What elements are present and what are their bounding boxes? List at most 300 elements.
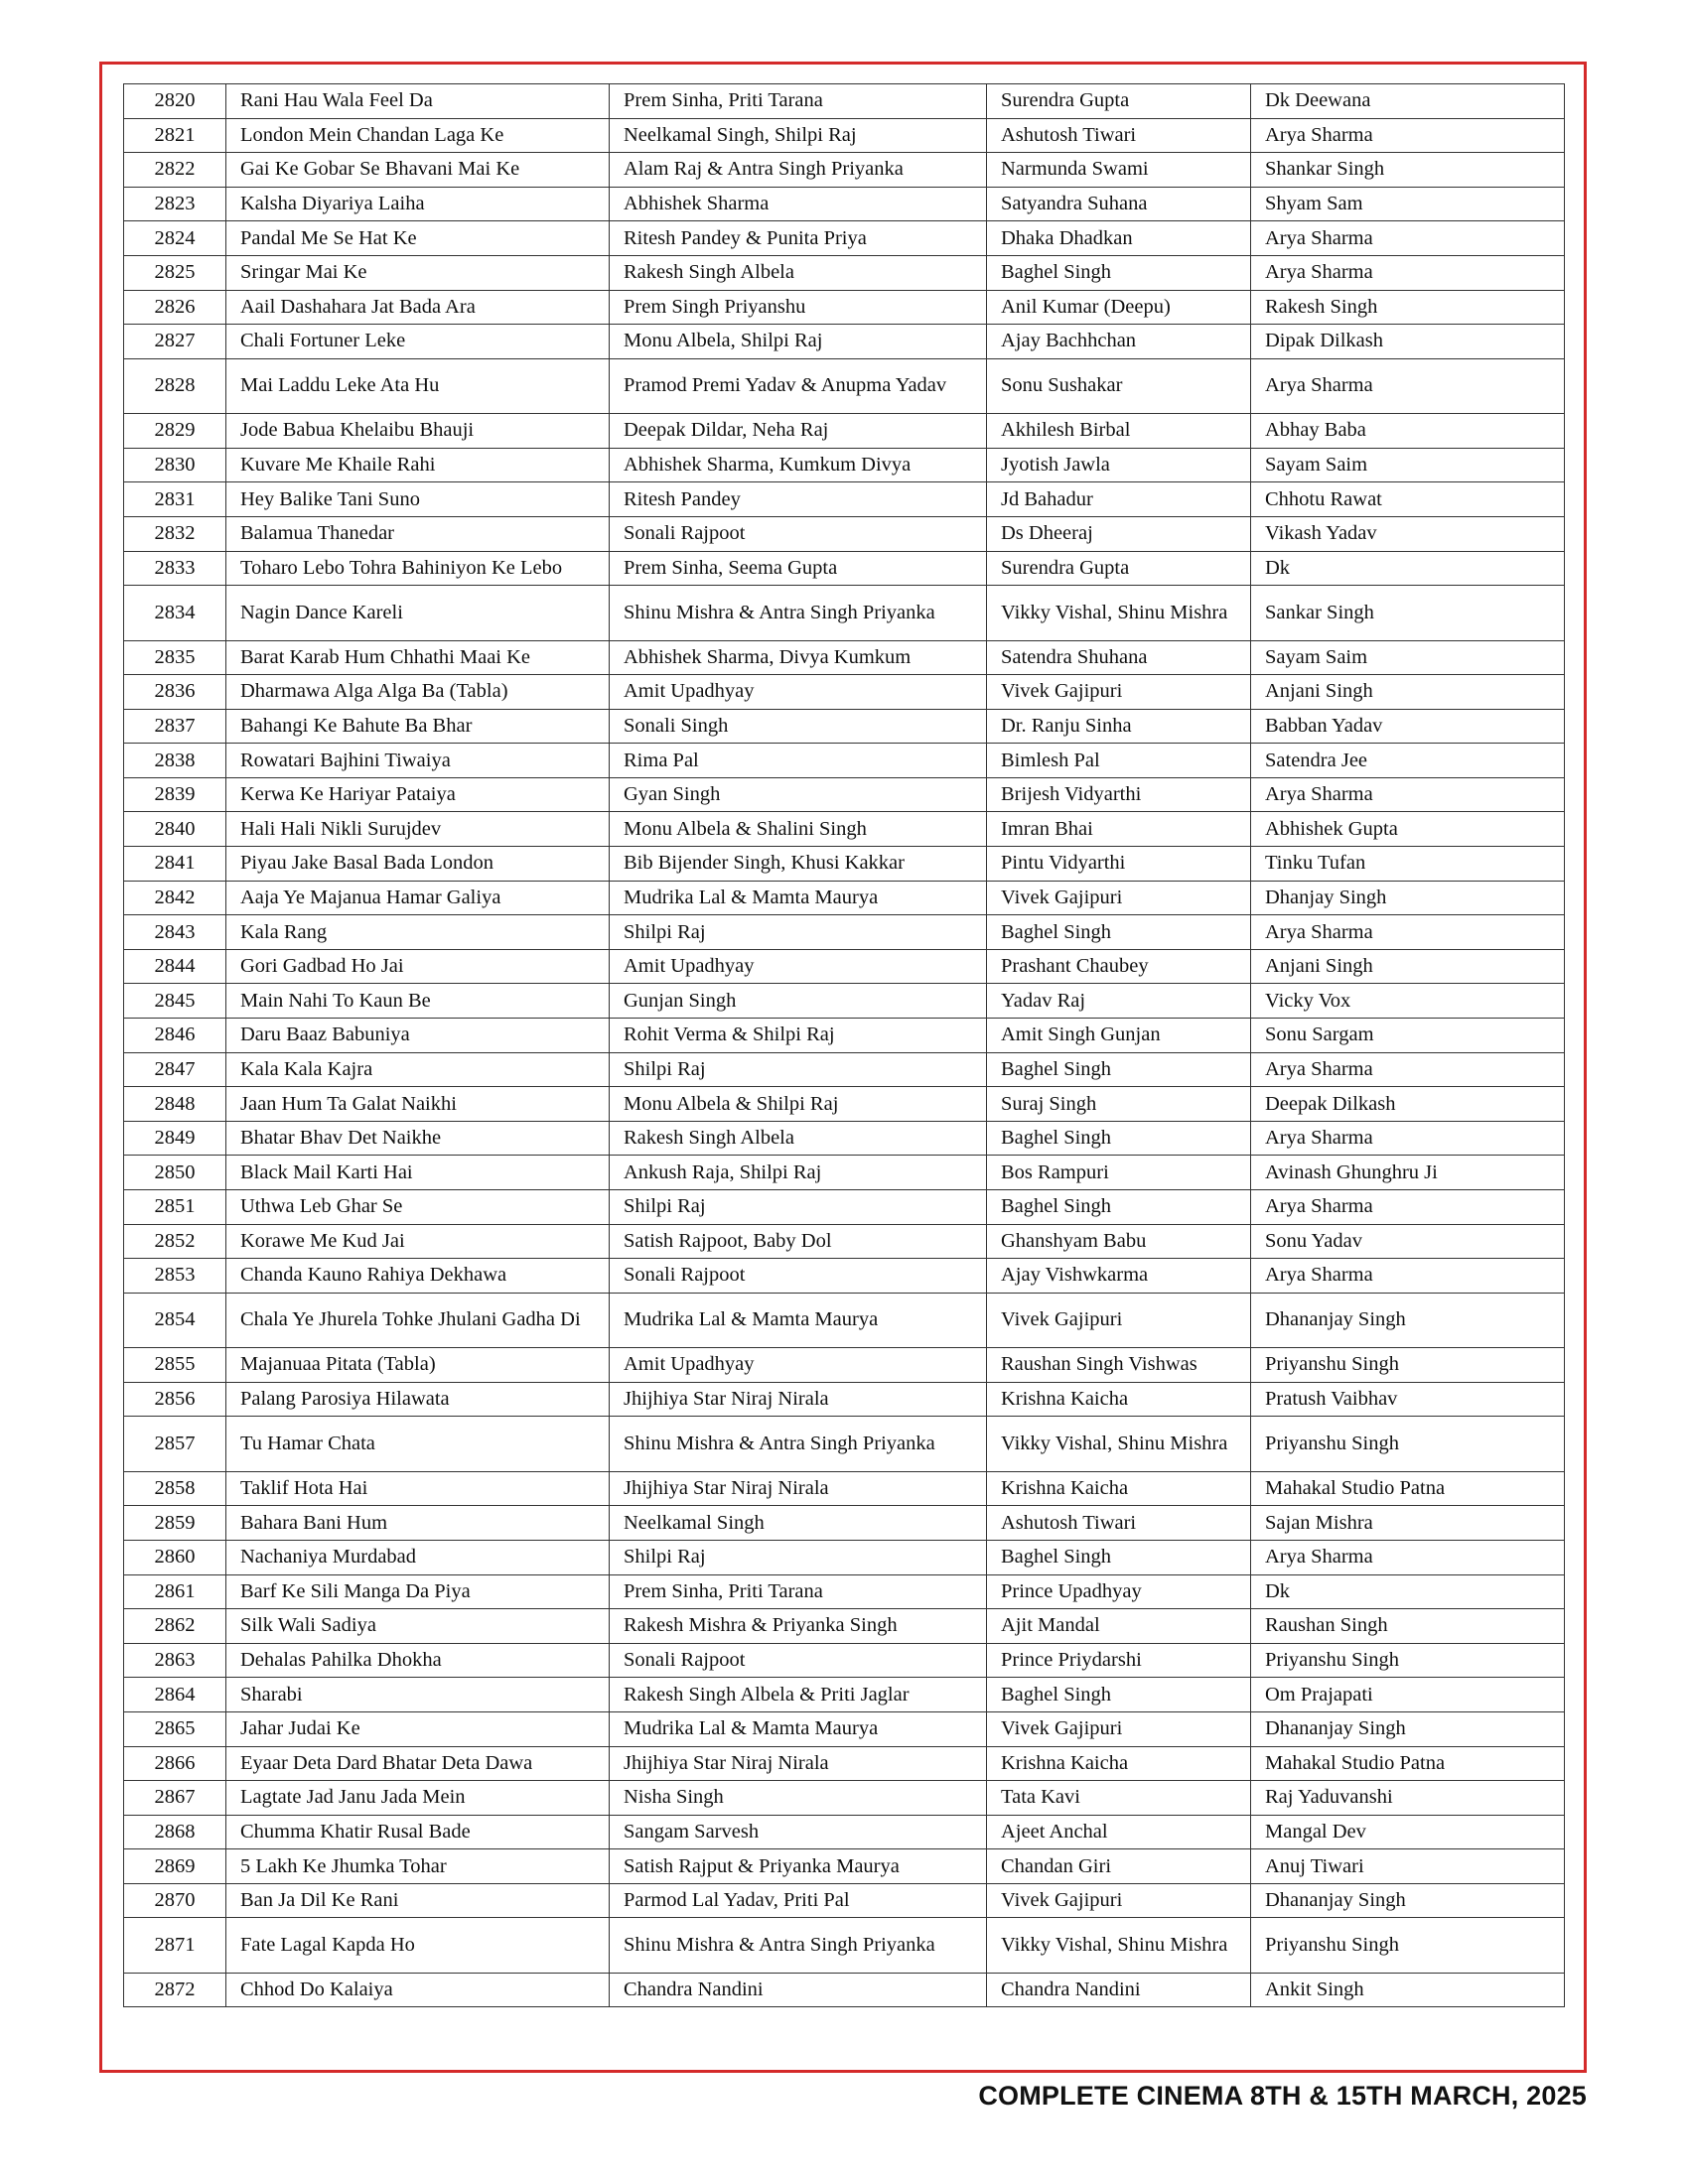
music-director-cell: Dk	[1251, 551, 1565, 586]
music-director-cell: Vikash Yadav	[1251, 516, 1565, 551]
song-title-cell: Piyau Jake Basal Bada London	[226, 847, 610, 882]
song-number-cell: 2829	[124, 414, 226, 449]
singers-cell: Shinu Mishra & Antra Singh Priyanka	[610, 586, 987, 640]
music-director-cell: Anjani Singh	[1251, 949, 1565, 984]
song-number-cell: 2848	[124, 1087, 226, 1122]
lyricist-cell: Ajay Bachhchan	[987, 325, 1251, 359]
song-number-cell: 2844	[124, 949, 226, 984]
song-title-cell: Jode Babua Khelaibu Bhauji	[226, 414, 610, 449]
lyricist-cell: Krishna Kaicha	[987, 1471, 1251, 1506]
song-number-cell: 2849	[124, 1121, 226, 1156]
singers-cell: Ankush Raja, Shilpi Raj	[610, 1156, 987, 1190]
table-row	[124, 1382, 1565, 1417]
song-title-cell: 5 Lakh Ke Jhumka Tohar	[226, 1849, 610, 1884]
table-row	[124, 255, 1565, 290]
music-director-cell: Raushan Singh	[1251, 1609, 1565, 1644]
music-director-cell: Dipak Dilkash	[1251, 325, 1565, 359]
lyricist-cell: Ds Dheeraj	[987, 516, 1251, 551]
music-director-cell: Abhishek Gupta	[1251, 812, 1565, 847]
song-number-cell: 2851	[124, 1190, 226, 1225]
table-row	[124, 1781, 1565, 1816]
song-title-cell: Kala Kala Kajra	[226, 1052, 610, 1087]
song-number-cell: 2838	[124, 744, 226, 778]
table-row	[124, 709, 1565, 744]
lyricist-cell: Vivek Gajipuri	[987, 881, 1251, 915]
lyricist-cell: Baghel Singh	[987, 915, 1251, 950]
song-number-cell: 2823	[124, 187, 226, 221]
singers-cell: Rakesh Singh Albela	[610, 1121, 987, 1156]
song-title-cell: Taklif Hota Hai	[226, 1471, 610, 1506]
lyricist-cell: Surendra Gupta	[987, 84, 1251, 119]
music-director-cell: Arya Sharma	[1251, 1121, 1565, 1156]
table-row	[124, 675, 1565, 710]
lyricist-cell: Ashutosh Tiwari	[987, 1506, 1251, 1541]
singers-cell: Jhijhiya Star Niraj Nirala	[610, 1471, 987, 1506]
singers-cell: Satish Rajput & Priyanka Maurya	[610, 1849, 987, 1884]
song-title-cell: Kuvare Me Khaile Rahi	[226, 448, 610, 482]
music-director-cell: Rakesh Singh	[1251, 290, 1565, 325]
song-title-cell: Balamua Thanedar	[226, 516, 610, 551]
lyricist-cell: Raushan Singh Vishwas	[987, 1348, 1251, 1383]
table-row	[124, 1052, 1565, 1087]
song-number-cell: 2832	[124, 516, 226, 551]
table-row	[124, 1156, 1565, 1190]
table-row	[124, 1121, 1565, 1156]
table-row	[124, 1711, 1565, 1746]
song-title-cell: Aaja Ye Majanua Hamar Galiya	[226, 881, 610, 915]
music-director-cell: Mahakal Studio Patna	[1251, 1471, 1565, 1506]
singers-cell: Prem Sinha, Priti Tarana	[610, 1574, 987, 1609]
music-director-cell: Dhanjay Singh	[1251, 881, 1565, 915]
table-row	[124, 1293, 1565, 1347]
music-director-cell: Sonu Yadav	[1251, 1224, 1565, 1259]
lyricist-cell: Yadav Raj	[987, 984, 1251, 1019]
table-row	[124, 1190, 1565, 1225]
singers-cell: Chandra Nandini	[610, 1973, 987, 2007]
music-director-cell: Babban Yadav	[1251, 709, 1565, 744]
table-row	[124, 777, 1565, 812]
song-title-cell: Jahar Judai Ke	[226, 1711, 610, 1746]
lyricist-cell: Baghel Singh	[987, 1540, 1251, 1574]
music-director-cell: Mangal Dev	[1251, 1815, 1565, 1849]
singers-cell: Abhishek Sharma	[610, 187, 987, 221]
music-director-cell: Anjani Singh	[1251, 675, 1565, 710]
music-director-cell: Arya Sharma	[1251, 221, 1565, 256]
table-row	[124, 1348, 1565, 1383]
song-title-cell: Black Mail Karti Hai	[226, 1156, 610, 1190]
singers-cell: Prem Sinha, Priti Tarana	[610, 84, 987, 119]
table-row	[124, 84, 1565, 119]
lyricist-cell: Chandan Giri	[987, 1849, 1251, 1884]
table-row	[124, 1224, 1565, 1259]
singers-cell: Amit Upadhyay	[610, 949, 987, 984]
lyricist-cell: Ajay Vishwkarma	[987, 1259, 1251, 1294]
singers-cell: Gunjan Singh	[610, 984, 987, 1019]
song-list-table	[123, 83, 1565, 2007]
lyricist-cell: Jd Bahadur	[987, 482, 1251, 517]
song-title-cell: Chali Fortuner Leke	[226, 325, 610, 359]
song-title-cell: Nachaniya Murdabad	[226, 1540, 610, 1574]
song-title-cell: Majanuaa Pitata (Tabla)	[226, 1348, 610, 1383]
music-director-cell: Chhotu Rawat	[1251, 482, 1565, 517]
music-director-cell: Dk Deewana	[1251, 84, 1565, 119]
song-number-cell: 2869	[124, 1849, 226, 1884]
song-number-cell: 2826	[124, 290, 226, 325]
song-title-cell: Barat Karab Hum Chhathi Maai Ke	[226, 640, 610, 675]
table-row	[124, 881, 1565, 915]
lyricist-cell: Suraj Singh	[987, 1087, 1251, 1122]
table-row	[124, 551, 1565, 586]
lyricist-cell: Ajeet Anchal	[987, 1815, 1251, 1849]
music-director-cell: Arya Sharma	[1251, 1540, 1565, 1574]
song-title-cell: Korawe Me Kud Jai	[226, 1224, 610, 1259]
singers-cell: Monu Albela & Shalini Singh	[610, 812, 987, 847]
music-director-cell: Om Prajapati	[1251, 1678, 1565, 1712]
table-row	[124, 1540, 1565, 1574]
lyricist-cell: Pintu Vidyarthi	[987, 847, 1251, 882]
lyricist-cell: Tata Kavi	[987, 1781, 1251, 1816]
table-row	[124, 1746, 1565, 1781]
singers-cell: Shilpi Raj	[610, 1190, 987, 1225]
singers-cell: Deepak Dildar, Neha Raj	[610, 414, 987, 449]
song-title-cell: Kala Rang	[226, 915, 610, 950]
song-title-cell: Eyaar Deta Dard Bhatar Deta Dawa	[226, 1746, 610, 1781]
song-title-cell: Aail Dashahara Jat Bada Ara	[226, 290, 610, 325]
song-number-cell: 2867	[124, 1781, 226, 1816]
singers-cell: Abhishek Sharma, Divya Kumkum	[610, 640, 987, 675]
song-title-cell: Bhatar Bhav Det Naikhe	[226, 1121, 610, 1156]
song-number-cell: 2821	[124, 118, 226, 153]
singers-cell: Shilpi Raj	[610, 1540, 987, 1574]
table-row	[124, 1259, 1565, 1294]
singers-cell: Jhijhiya Star Niraj Nirala	[610, 1382, 987, 1417]
lyricist-cell: Anil Kumar (Deepu)	[987, 290, 1251, 325]
song-number-cell: 2854	[124, 1293, 226, 1347]
singers-cell: Shilpi Raj	[610, 915, 987, 950]
singers-cell: Sonali Rajpoot	[610, 1259, 987, 1294]
singers-cell: Pramod Premi Yadav & Anupma Yadav	[610, 358, 987, 413]
singers-cell: Monu Albela & Shilpi Raj	[610, 1087, 987, 1122]
singers-cell: Rohit Verma & Shilpi Raj	[610, 1019, 987, 1053]
music-director-cell: Dk	[1251, 1574, 1565, 1609]
song-title-cell: Hey Balike Tani Suno	[226, 482, 610, 517]
table-row	[124, 482, 1565, 517]
song-title-cell: Gori Gadbad Ho Jai	[226, 949, 610, 984]
song-title-cell: Gai Ke Gobar Se Bhavani Mai Ke	[226, 153, 610, 188]
song-title-cell: Hali Hali Nikli Surujdev	[226, 812, 610, 847]
music-director-cell: Priyanshu Singh	[1251, 1918, 1565, 1973]
music-director-cell: Deepak Dilkash	[1251, 1087, 1565, 1122]
song-title-cell: Barf Ke Sili Manga Da Piya	[226, 1574, 610, 1609]
lyricist-cell: Krishna Kaicha	[987, 1382, 1251, 1417]
lyricist-cell: Satendra Shuhana	[987, 640, 1251, 675]
lyricist-cell: Brijesh Vidyarthi	[987, 777, 1251, 812]
table-row	[124, 812, 1565, 847]
table-row	[124, 414, 1565, 449]
singers-cell: Sangam Sarvesh	[610, 1815, 987, 1849]
table-row	[124, 1678, 1565, 1712]
table-row	[124, 1883, 1565, 1918]
music-director-cell: Priyanshu Singh	[1251, 1417, 1565, 1471]
music-director-cell: Mahakal Studio Patna	[1251, 1746, 1565, 1781]
song-title-cell: Dharmawa Alga Alga Ba (Tabla)	[226, 675, 610, 710]
song-number-cell: 2845	[124, 984, 226, 1019]
singers-cell: Abhishek Sharma, Kumkum Divya	[610, 448, 987, 482]
table-row	[124, 1849, 1565, 1884]
song-number-cell: 2837	[124, 709, 226, 744]
lyricist-cell: Sonu Sushakar	[987, 358, 1251, 413]
table-row	[124, 1609, 1565, 1644]
lyricist-cell: Vikky Vishal, Shinu Mishra	[987, 1918, 1251, 1973]
song-number-cell: 2870	[124, 1883, 226, 1918]
singers-cell: Prem Sinha, Seema Gupta	[610, 551, 987, 586]
table-row	[124, 1973, 1565, 2007]
song-number-cell: 2865	[124, 1711, 226, 1746]
lyricist-cell: Amit Singh Gunjan	[987, 1019, 1251, 1053]
song-number-cell: 2847	[124, 1052, 226, 1087]
song-number-cell: 2836	[124, 675, 226, 710]
music-director-cell: Dhananjay Singh	[1251, 1711, 1565, 1746]
singers-cell: Sonali Rajpoot	[610, 1643, 987, 1678]
table-row	[124, 984, 1565, 1019]
table-row	[124, 187, 1565, 221]
singers-cell: Bib Bijender Singh, Khusi Kakkar	[610, 847, 987, 882]
music-director-cell: Arya Sharma	[1251, 358, 1565, 413]
song-number-cell: 2872	[124, 1973, 226, 2007]
table-row	[124, 358, 1565, 413]
table-row	[124, 847, 1565, 882]
music-director-cell: Shyam Sam	[1251, 187, 1565, 221]
table-row	[124, 1471, 1565, 1506]
singers-cell: Gyan Singh	[610, 777, 987, 812]
singers-cell: Satish Rajpoot, Baby Dol	[610, 1224, 987, 1259]
music-director-cell: Arya Sharma	[1251, 1052, 1565, 1087]
song-title-cell: Sharabi	[226, 1678, 610, 1712]
lyricist-cell: Baghel Singh	[987, 255, 1251, 290]
music-director-cell: Satendra Jee	[1251, 744, 1565, 778]
song-number-cell: 2834	[124, 586, 226, 640]
music-director-cell: Shankar Singh	[1251, 153, 1565, 188]
music-director-cell: Dhananjay Singh	[1251, 1293, 1565, 1347]
lyricist-cell: Bos Rampuri	[987, 1156, 1251, 1190]
lyricist-cell: Vikky Vishal, Shinu Mishra	[987, 1417, 1251, 1471]
lyricist-cell: Imran Bhai	[987, 812, 1251, 847]
singers-cell: Mudrika Lal & Mamta Maurya	[610, 881, 987, 915]
song-number-cell: 2855	[124, 1348, 226, 1383]
singers-cell: Nisha Singh	[610, 1781, 987, 1816]
song-number-cell: 2828	[124, 358, 226, 413]
song-number-cell: 2857	[124, 1417, 226, 1471]
lyricist-cell: Baghel Singh	[987, 1052, 1251, 1087]
music-director-cell: Abhay Baba	[1251, 414, 1565, 449]
music-director-cell: Avinash Ghunghru Ji	[1251, 1156, 1565, 1190]
lyricist-cell: Ghanshyam Babu	[987, 1224, 1251, 1259]
song-title-cell: Kerwa Ke Hariyar Pataiya	[226, 777, 610, 812]
table-row	[124, 1643, 1565, 1678]
song-title-cell: Kalsha Diyariya Laiha	[226, 187, 610, 221]
song-number-cell: 2860	[124, 1540, 226, 1574]
song-number-cell: 2831	[124, 482, 226, 517]
song-title-cell: Toharo Lebo Tohra Bahiniyon Ke Lebo	[226, 551, 610, 586]
table-row	[124, 1918, 1565, 1973]
singers-cell: Shilpi Raj	[610, 1052, 987, 1087]
song-title-cell: Rani Hau Wala Feel Da	[226, 84, 610, 119]
song-number-cell: 2859	[124, 1506, 226, 1541]
song-number-cell: 2824	[124, 221, 226, 256]
song-title-cell: Rowatari Bajhini Tiwaiya	[226, 744, 610, 778]
singers-cell: Shinu Mishra & Antra Singh Priyanka	[610, 1918, 987, 1973]
lyricist-cell: Ashutosh Tiwari	[987, 118, 1251, 153]
song-title-cell: London Mein Chandan Laga Ke	[226, 118, 610, 153]
song-title-cell: Nagin Dance Kareli	[226, 586, 610, 640]
song-number-cell: 2842	[124, 881, 226, 915]
singers-cell: Sonali Rajpoot	[610, 516, 987, 551]
lyricist-cell: Prashant Chaubey	[987, 949, 1251, 984]
singers-cell: Prem Singh Priyanshu	[610, 290, 987, 325]
table-row	[124, 640, 1565, 675]
singers-cell: Rakesh Singh Albela & Priti Jaglar	[610, 1678, 987, 1712]
music-director-cell: Sayam Saim	[1251, 640, 1565, 675]
singers-cell: Shinu Mishra & Antra Singh Priyanka	[610, 1417, 987, 1471]
song-title-cell: Silk Wali Sadiya	[226, 1609, 610, 1644]
table-row	[124, 915, 1565, 950]
song-title-cell: Pandal Me Se Hat Ke	[226, 221, 610, 256]
music-director-cell: Tinku Tufan	[1251, 847, 1565, 882]
song-title-cell: Mai Laddu Leke Ata Hu	[226, 358, 610, 413]
music-director-cell: Arya Sharma	[1251, 255, 1565, 290]
footer-publication-line: COMPLETE CINEMA 8TH & 15TH MARCH, 2025	[978, 2081, 1587, 2111]
song-number-cell: 2868	[124, 1815, 226, 1849]
singers-cell: Ritesh Pandey & Punita Priya	[610, 221, 987, 256]
lyricist-cell: Dr. Ranju Sinha	[987, 709, 1251, 744]
lyricist-cell: Dhaka Dhadkan	[987, 221, 1251, 256]
table-row	[124, 290, 1565, 325]
song-number-cell: 2853	[124, 1259, 226, 1294]
song-title-cell: Jaan Hum Ta Galat Naikhi	[226, 1087, 610, 1122]
lyricist-cell: Akhilesh Birbal	[987, 414, 1251, 449]
music-director-cell: Arya Sharma	[1251, 118, 1565, 153]
table-row	[124, 516, 1565, 551]
singers-cell: Ritesh Pandey	[610, 482, 987, 517]
singers-cell: Jhijhiya Star Niraj Nirala	[610, 1746, 987, 1781]
lyricist-cell: Vivek Gajipuri	[987, 1711, 1251, 1746]
table-row	[124, 448, 1565, 482]
music-director-cell: Priyanshu Singh	[1251, 1643, 1565, 1678]
lyricist-cell: Bimlesh Pal	[987, 744, 1251, 778]
song-number-cell: 2858	[124, 1471, 226, 1506]
song-title-cell: Sringar Mai Ke	[226, 255, 610, 290]
singers-cell: Neelkamal Singh	[610, 1506, 987, 1541]
lyricist-cell: Krishna Kaicha	[987, 1746, 1251, 1781]
song-title-cell: Uthwa Leb Ghar Se	[226, 1190, 610, 1225]
lyricist-cell: Baghel Singh	[987, 1190, 1251, 1225]
song-number-cell: 2841	[124, 847, 226, 882]
table-row	[124, 744, 1565, 778]
music-director-cell: Arya Sharma	[1251, 915, 1565, 950]
music-director-cell: Dhananjay Singh	[1251, 1883, 1565, 1918]
song-title-cell: Main Nahi To Kaun Be	[226, 984, 610, 1019]
song-number-cell: 2856	[124, 1382, 226, 1417]
lyricist-cell: Satyandra Suhana	[987, 187, 1251, 221]
song-number-cell: 2830	[124, 448, 226, 482]
music-director-cell: Sayam Saim	[1251, 448, 1565, 482]
song-number-cell: 2840	[124, 812, 226, 847]
singers-cell: Amit Upadhyay	[610, 1348, 987, 1383]
table-row	[124, 153, 1565, 188]
song-number-cell: 2861	[124, 1574, 226, 1609]
lyricist-cell: Vivek Gajipuri	[987, 1293, 1251, 1347]
music-director-cell: Raj Yaduvanshi	[1251, 1781, 1565, 1816]
song-title-cell: Bahangi Ke Bahute Ba Bhar	[226, 709, 610, 744]
music-director-cell: Priyanshu Singh	[1251, 1348, 1565, 1383]
table-row	[124, 1087, 1565, 1122]
singers-cell: Neelkamal Singh, Shilpi Raj	[610, 118, 987, 153]
song-number-cell: 2839	[124, 777, 226, 812]
music-director-cell: Pratush Vaibhav	[1251, 1382, 1565, 1417]
music-director-cell: Sonu Sargam	[1251, 1019, 1565, 1053]
lyricist-cell: Baghel Singh	[987, 1121, 1251, 1156]
singers-cell: Sonali Singh	[610, 709, 987, 744]
table-row	[124, 586, 1565, 640]
song-title-cell: Ban Ja Dil Ke Rani	[226, 1883, 610, 1918]
table-row	[124, 1574, 1565, 1609]
singers-cell: Alam Raj & Antra Singh Priyanka	[610, 153, 987, 188]
singers-cell: Mudrika Lal & Mamta Maurya	[610, 1293, 987, 1347]
song-title-cell: Chumma Khatir Rusal Bade	[226, 1815, 610, 1849]
song-title-cell: Bahara Bani Hum	[226, 1506, 610, 1541]
table-row	[124, 221, 1565, 256]
song-title-cell: Fate Lagal Kapda Ho	[226, 1918, 610, 1973]
song-number-cell: 2850	[124, 1156, 226, 1190]
lyricist-cell: Prince Upadhyay	[987, 1574, 1251, 1609]
lyricist-cell: Baghel Singh	[987, 1678, 1251, 1712]
music-director-cell: Arya Sharma	[1251, 1190, 1565, 1225]
song-number-cell: 2863	[124, 1643, 226, 1678]
table-row	[124, 1019, 1565, 1053]
singers-cell: Amit Upadhyay	[610, 675, 987, 710]
song-title-cell: Chhod Do Kalaiya	[226, 1973, 610, 2007]
song-number-cell: 2822	[124, 153, 226, 188]
song-title-cell: Chanda Kauno Rahiya Dekhawa	[226, 1259, 610, 1294]
song-number-cell: 2820	[124, 84, 226, 119]
song-list-body	[124, 84, 1565, 2007]
table-row	[124, 1506, 1565, 1541]
music-director-cell: Sajan Mishra	[1251, 1506, 1565, 1541]
table-row	[124, 1417, 1565, 1471]
music-director-cell: Sankar Singh	[1251, 586, 1565, 640]
music-director-cell: Anuj Tiwari	[1251, 1849, 1565, 1884]
song-number-cell: 2846	[124, 1019, 226, 1053]
table-row	[124, 325, 1565, 359]
song-title-cell: Daru Baaz Babuniya	[226, 1019, 610, 1053]
lyricist-cell: Vivek Gajipuri	[987, 1883, 1251, 1918]
table-row	[124, 1815, 1565, 1849]
singers-cell: Rakesh Singh Albela	[610, 255, 987, 290]
song-title-cell: Dehalas Pahilka Dhokha	[226, 1643, 610, 1678]
singers-cell: Monu Albela, Shilpi Raj	[610, 325, 987, 359]
song-number-cell: 2835	[124, 640, 226, 675]
lyricist-cell: Prince Priydarshi	[987, 1643, 1251, 1678]
song-title-cell: Lagtate Jad Janu Jada Mein	[226, 1781, 610, 1816]
song-number-cell: 2843	[124, 915, 226, 950]
music-director-cell: Arya Sharma	[1251, 1259, 1565, 1294]
singers-cell: Rakesh Mishra & Priyanka Singh	[610, 1609, 987, 1644]
song-number-cell: 2852	[124, 1224, 226, 1259]
singers-cell: Mudrika Lal & Mamta Maurya	[610, 1711, 987, 1746]
song-title-cell: Palang Parosiya Hilawata	[226, 1382, 610, 1417]
song-title-cell: Chala Ye Jhurela Tohke Jhulani Gadha Di	[226, 1293, 610, 1347]
table-row	[124, 949, 1565, 984]
